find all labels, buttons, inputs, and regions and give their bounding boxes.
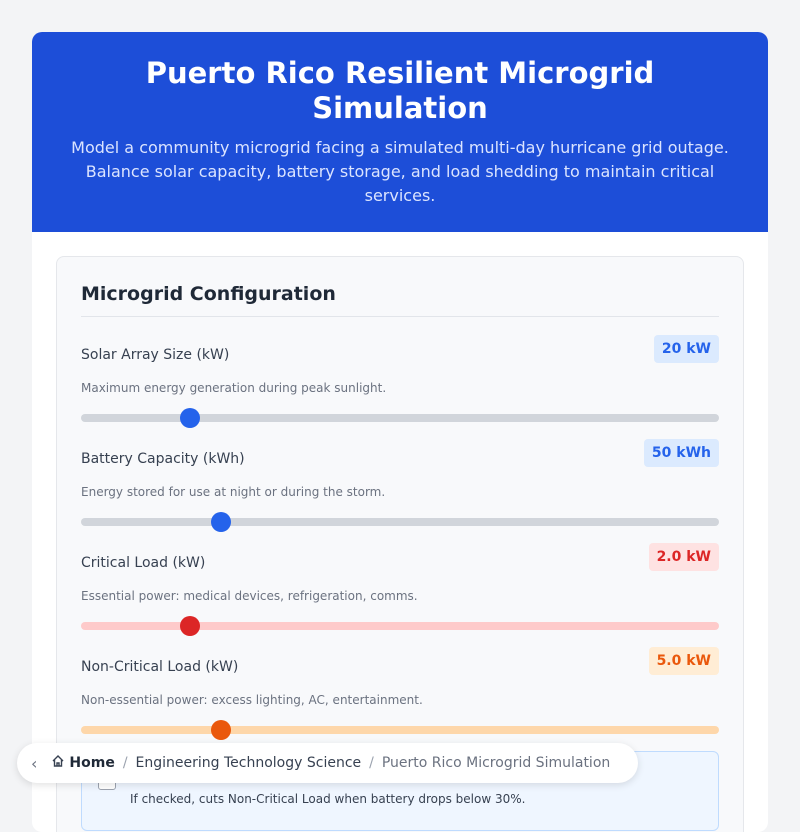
slider-thumb[interactable] xyxy=(211,720,231,740)
slider-thumb[interactable] xyxy=(180,616,200,636)
field-description: Essential power: medical devices, refrigeration, comms. xyxy=(81,589,418,603)
field-label: Battery Capacity (kWh) xyxy=(81,451,245,467)
config-field xyxy=(81,541,719,645)
field-value-badge: 5.0 kW xyxy=(649,647,719,675)
slider-track[interactable] xyxy=(81,622,719,630)
back-chevron-icon[interactable]: ‹ xyxy=(31,753,38,773)
main-card xyxy=(32,32,768,832)
field-description: Energy stored for use at night or during the storm. xyxy=(81,485,386,499)
breadcrumb-section[interactable]: Engineering Technology Science xyxy=(135,755,362,771)
config-field xyxy=(81,645,719,749)
page-title: Puerto Rico Resilient Microgrid Simulation xyxy=(145,56,655,125)
field-label: Non-Critical Load (kW) xyxy=(81,659,239,675)
home-icon xyxy=(51,754,65,772)
header xyxy=(32,32,768,232)
field-value-badge: 2.0 kW xyxy=(649,543,719,571)
breadcrumb xyxy=(17,743,638,783)
page-subtitle: Model a community microgrid facing a simulated multi-day hurricane grid outage. Balance solar capacity, battery storage, and load shedding to maintain critical services. xyxy=(71,138,729,205)
field-description: Maximum energy generation during peak sunlight. xyxy=(81,381,387,395)
breadcrumb-separator: / xyxy=(369,755,374,771)
slider-track[interactable] xyxy=(81,518,719,526)
slider-track[interactable] xyxy=(81,726,719,734)
config-field xyxy=(81,437,719,541)
slider-track[interactable] xyxy=(81,414,719,422)
config-field xyxy=(81,333,719,437)
load-shedding-desc: If checked, cuts Non-Critical Load when battery drops below 30%. xyxy=(130,792,526,806)
field-label: Critical Load (kW) xyxy=(81,555,206,571)
field-value-badge: 50 kWh xyxy=(644,439,719,467)
breadcrumb-current: Puerto Rico Microgrid Simulation xyxy=(381,755,611,771)
slider-thumb[interactable] xyxy=(211,512,231,532)
breadcrumb-separator: / xyxy=(122,755,128,771)
field-description: Non-essential power: excess lighting, AC, entertainment. xyxy=(81,693,423,707)
config-title: Microgrid Configuration xyxy=(81,283,719,317)
field-value-badge: 20 kW xyxy=(654,335,719,363)
slider-thumb[interactable] xyxy=(180,408,200,428)
field-label: Solar Array Size (kW) xyxy=(81,347,230,363)
breadcrumb-home[interactable]: Home xyxy=(69,755,115,771)
